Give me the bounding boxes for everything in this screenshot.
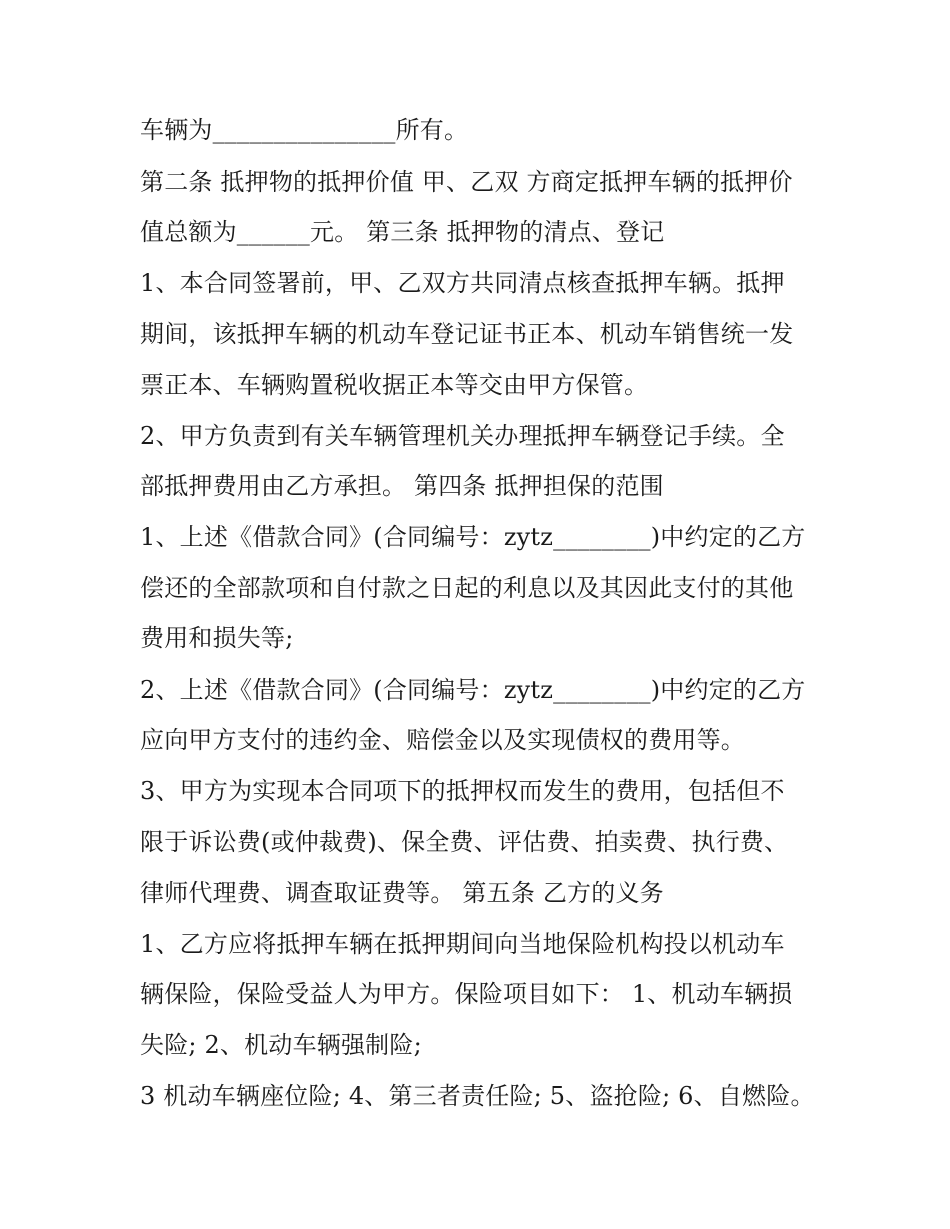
text-line: 3、甲方为实现本合同项下的抵押权而发生的费用，包括但不 (140, 777, 785, 805)
text-line: 2、甲方负责到有关车辆管理机关办理抵押车辆登记手续。全 (140, 422, 785, 450)
text-line: 应向甲方支付的违约金、赔偿金以及实现债权的费用等。 (140, 726, 745, 754)
text-line: 车辆为_______________所有。 (140, 116, 469, 144)
text-line: 票正本、车辆购置税收据正本等交由甲方保管。 (140, 371, 649, 399)
text-line: 1、本合同签署前，甲、乙双方共同清点核查抵押车辆。抵押 (140, 269, 785, 297)
text-line: 1、上述《借款合同》(合同编号：zytz________)中约定的乙方 (140, 523, 806, 551)
text-line: 2、上述《借款合同》(合同编号：zytz________)中约定的乙方 (140, 676, 806, 704)
text-line: 限于诉讼费(或仲裁费)、保全费、评估费、拍卖费、执行费、 (140, 828, 789, 856)
text-line: 失险; 2、机动车辆强制险; (140, 1031, 422, 1059)
text-line: 期间，该抵押车辆的机动车登记证书正本、机动车销售统一发 (140, 320, 794, 348)
text-line: 费用和损失等; (140, 624, 294, 652)
text-line: 3 机动车辆座位险; 4、第三者责任险; 5、盗抢险; 6、自燃险。 (140, 1082, 815, 1110)
text-line: 第二条 抵押物的抵押价值 甲、乙双 方商定抵押车辆的抵押价 (140, 168, 793, 196)
text-line: 律师代理费、调查取证费等。 第五条 乙方的义务 (140, 879, 664, 907)
text-line: 1、乙方应将抵押车辆在抵押期间向当地保险机构投以机动车 (140, 930, 785, 958)
text-line: 部抵押费用由乙方承担。 第四条 抵押担保的范围 (140, 472, 664, 500)
text-line: 辆保险，保险受益人为甲方。保险项目如下： 1、机动车辆损 (140, 980, 793, 1008)
text-line: 偿还的全部款项和自付款之日起的利息以及其因此支付的其他 (140, 574, 794, 602)
text-line: 值总额为______元。 第三条 抵押物的清点、登记 (140, 218, 665, 246)
